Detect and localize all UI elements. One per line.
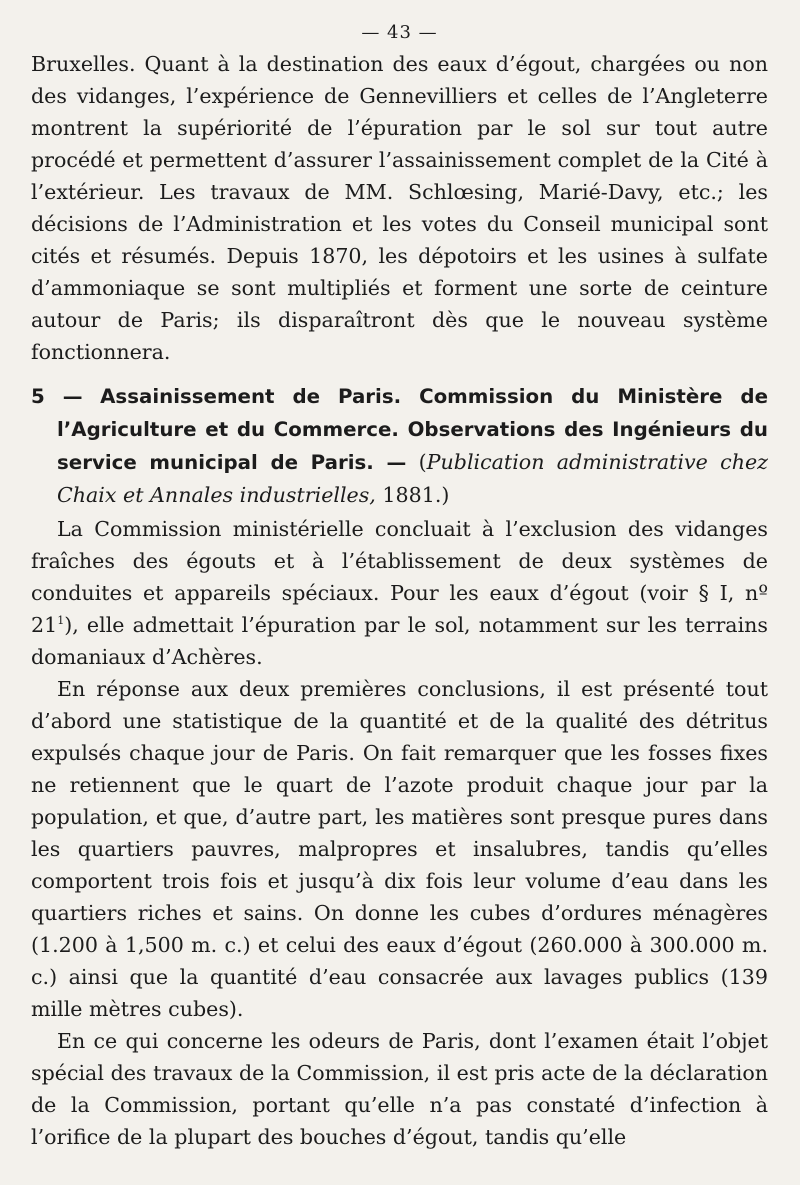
- paragraph-text-end: ), elle admettait l’épuration par le sol, notamment sur les terrains domaniaux d’Achères.: [31, 613, 768, 669]
- paragraph-continuation: Bruxelles. Quant à la destination des eaux d’égout, chargées ou non des vidanges, l’expérience de Gennevilliers et celles de l’Angleterre montrent la supériorité de l’épuration par le sol sur tout autre procédé et permettent d’assurer l’assainissement complet de la Cité à l’extérieur. Les travaux de MM. Schlœsing, Marié-Davy, etc.; les décisions de l’Administration et les votes du Conseil municipal sont cités et résumés. Depuis 1870, les dépotoirs et les usines à sulfate d’ammoniaque se sont multipliés et forment une sorte de ceinture autour de Paris; ils disparaîtront dès que le nouveau système fonctionnera.: [31, 52, 768, 364]
- paragraph-text: La Commission ministérielle concluait à l’exclusion des vidanges fraîches des égouts et à l’établissement de deux systèmes de conduites et appareils spéciaux. Pour les eaux d’égout (voir § I, nº 21: [31, 517, 768, 637]
- page-body: [31, 48, 768, 1153]
- entry-title: Assainissement de Paris. Commission du Ministère de l’Agriculture et du Commerce. Observations des Ingénieurs du service municipal de Paris. —: [57, 385, 769, 474]
- page-number: — 43 —: [361, 22, 438, 43]
- entry-publication-open: (: [418, 450, 427, 474]
- footnote-marker: 1: [57, 614, 65, 628]
- entry-number: 5 —: [31, 385, 83, 408]
- entry-publication: Publication administrative chez Chaix et Annales industrielles,: [57, 450, 769, 507]
- paragraph-odours: En ce qui concerne les odeurs de Paris, dont l’examen était l’objet spécial des travaux de la Commission, il est pris acte de la déclaration de la Commission, portant qu’elle n’a pas constaté d’infection à l’orifice de la plupart des bouches d’égout, tandis qu’elle: [31, 1029, 768, 1149]
- bibliography-entry-5: [31, 380, 768, 511]
- paragraph-statistics: En réponse aux deux premières conclusions, il est présenté tout d’abord une statistique de la quantité et de la qualité des détritus expulsés chaque jour de Paris. On fait remarquer que les fosses fixes ne retiennent que le quart de l’azote produit chaque jour par la population, et que, d’autre part, les matières sont presque pures dans les quartiers pauvres, malpropres et insalubres, tandis qu’elles comportent trois fois et jusqu’à dix fois leur volume d’eau dans les quartiers riches et sains. On donne les cubes d’ordures ménagères (1.200 à 1,500 m. c.) et celui des eaux d’égout (260.000 à 300.000 m. c.) ainsi que la quantité d’eau consacrée aux lavages publics (139 mille mètres cubes).: [31, 677, 768, 1021]
- paragraph-commission-conclusions: [31, 513, 768, 673]
- entry-year: 1881.): [382, 483, 450, 507]
